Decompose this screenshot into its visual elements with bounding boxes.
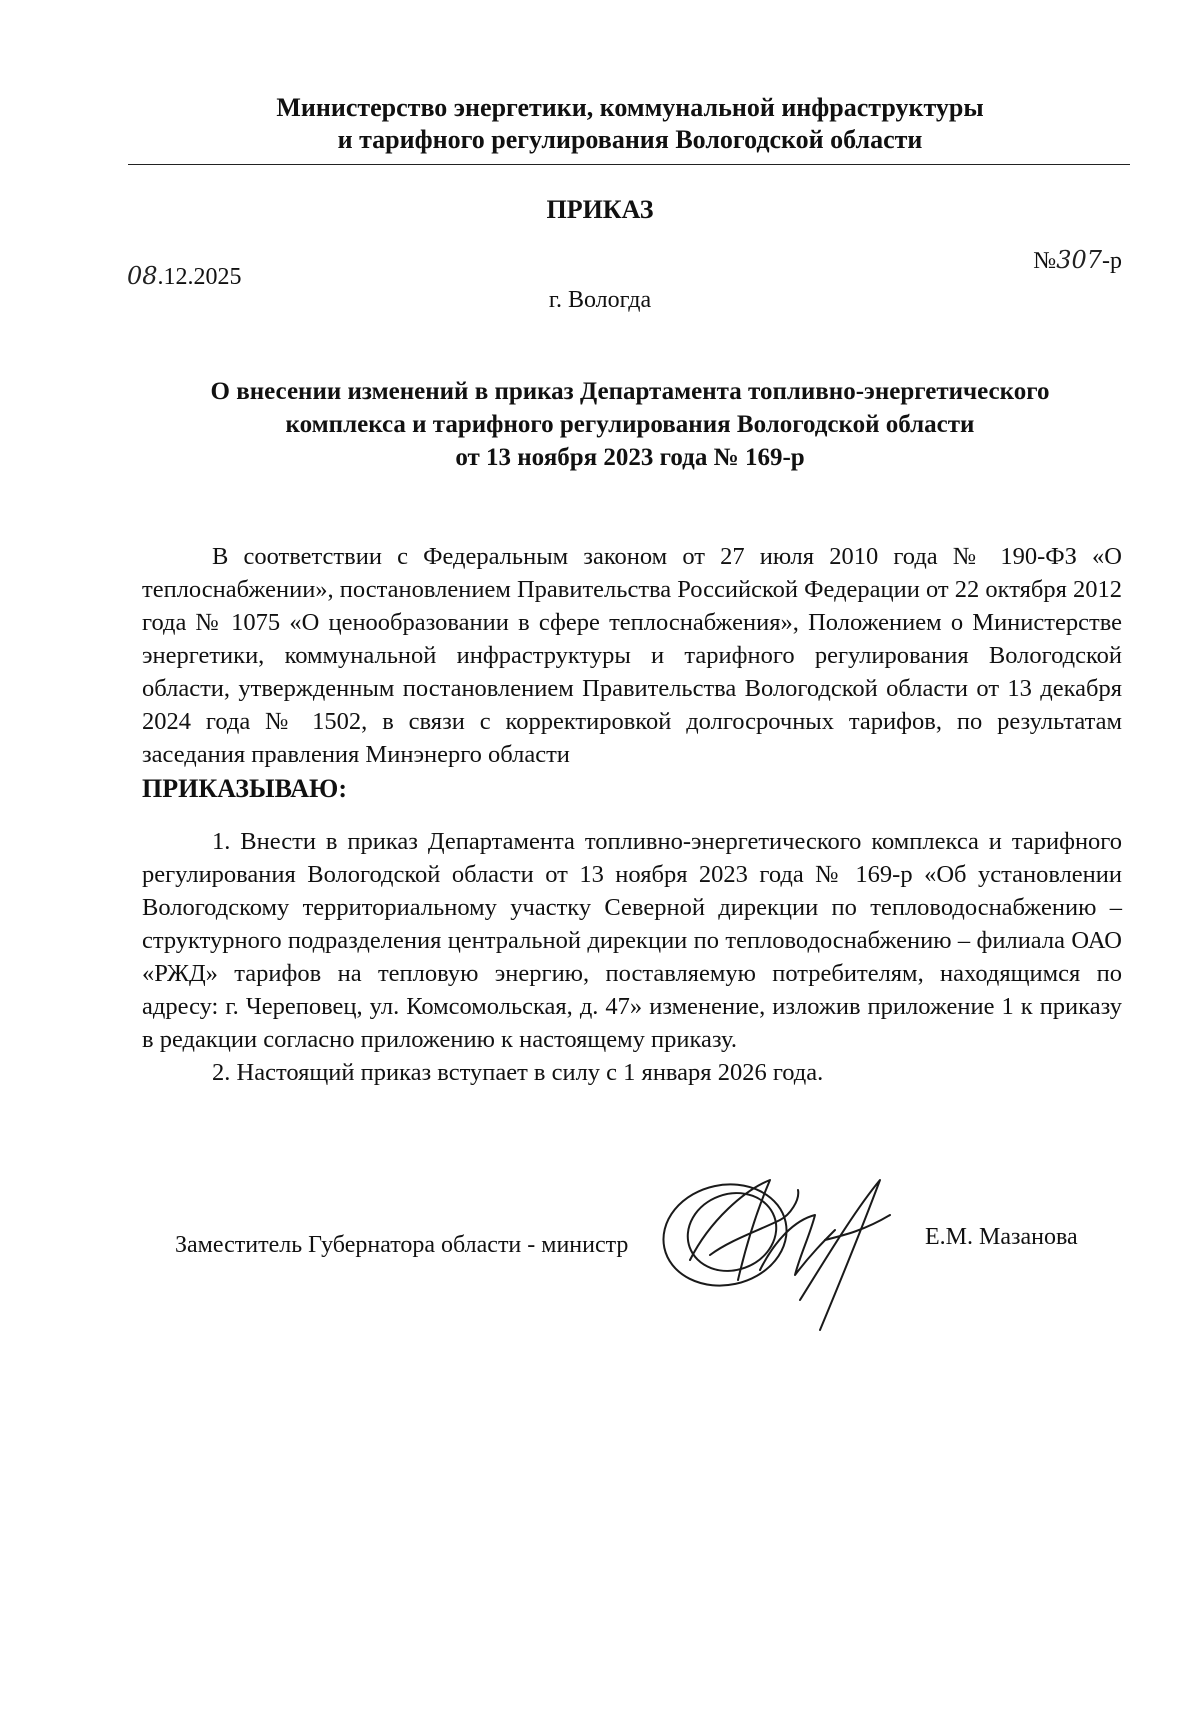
date-day-handwritten: 08 (127, 262, 158, 290)
handwritten-signature (650, 1160, 950, 1350)
signatory-name: Е.М. Мазанова (925, 1224, 1078, 1250)
document-body (142, 540, 1122, 1089)
document-number (1033, 246, 1122, 275)
date-rest: .12.2025 (157, 264, 242, 290)
order-item-1: 1. Внести в приказ Департамента топливно-энергетического комплекса и тарифного регулирования Вологодской области от 13 ноября 2023 года № 169-р «Об установлении Вологодскому территориальному участку Северной дирекции по тепловодоснабжению – структурного подразделения центральной дирекции по тепловодоснабжению – филиала ОАО «РЖД» тарифов на тепловую энергию, поставляемую потребителям, находящимся по адресу: г. Череповец, ул. Комсомольская, д. 47» изменение, изложив приложение 1 к приказу в редакции согласно приложению к настоящему приказу. (142, 828, 1122, 1053)
signatory-position: Заместитель Губернатора области - министр (175, 1232, 629, 1258)
number-handwritten: 307 (1056, 246, 1102, 274)
order-word: ПРИКАЗЫВАЮ: (142, 774, 347, 803)
ministry-line-1: Министерство энергетики, коммунальной инфраструктуры (276, 93, 984, 122)
subject-line-1: О внесении изменений в приказ Департамента топливно-энергетического (210, 378, 1050, 405)
ministry-header (130, 92, 1130, 156)
header-rule (128, 164, 1130, 165)
subject-line-2: комплекса и тарифного регулирования Вологодской области (285, 411, 975, 438)
order-item-2: 2. Настоящий приказ вступает в силу с 1 января 2026 года. (212, 1059, 824, 1086)
number-prefix: № (1033, 248, 1057, 274)
document-city: г. Вологда (548, 287, 652, 313)
number-suffix: -р (1102, 248, 1122, 274)
ministry-line-2: и тарифного регулирования Вологодской области (337, 125, 923, 154)
preamble-paragraph: В соответствии с Федеральным законом от 27 июля 2010 года № 190-ФЗ «О теплоснабжении», постановлением Правительства Российской Федерации от 22 октября 2012 года № 1075 «О ценообразовании в сфере теплоснабжения», Положением о Министерстве энергетики, коммунальной инфраструктуры и тарифного регулирования Вологодской области, утвержденным постановлением Правительства Вологодской области от 13 декабря 2024 года № 1502, в связи с корректировкой долгосрочных тарифов, по результатам заседания правления Минэнерго области (142, 543, 1122, 768)
subject-line-3: от 13 ноября 2023 года № 169-р (455, 444, 805, 471)
document-subject (170, 375, 1090, 474)
document-type: ПРИКАЗ (546, 195, 654, 224)
